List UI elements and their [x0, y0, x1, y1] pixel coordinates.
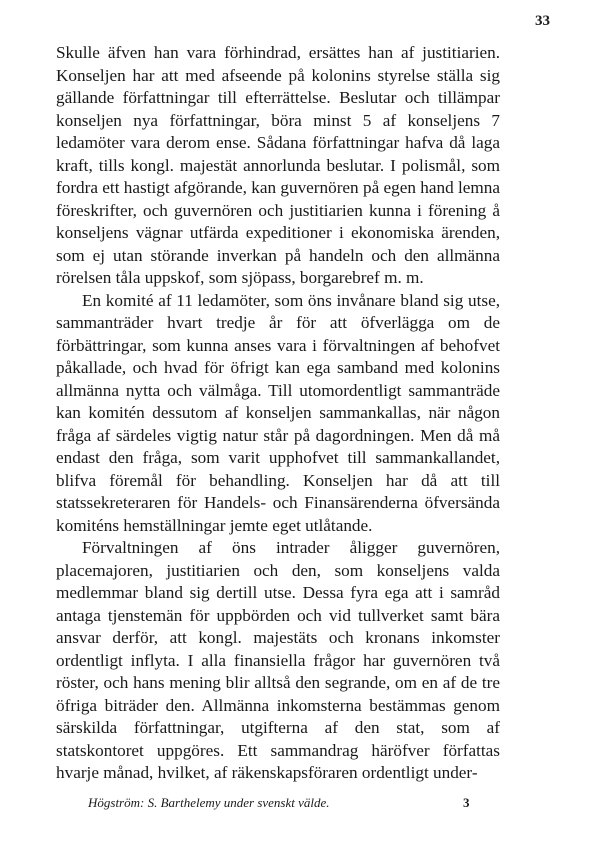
page-number: 33 — [535, 13, 550, 29]
body-text — [56, 42, 500, 785]
running-footer: Högström: S. Barthelemy under svenskt välde. — [88, 795, 330, 810]
signature-mark: 3 — [463, 795, 470, 810]
paragraph: Förvaltningen af öns intrader åligger guvernören, placemajoren, justitiarien och den, som konseljens valda medlemmar bland sig dertill utse. Dessa fyra ega att i samråd antaga tjenstemän för uppbörden och vid tullverket samt bära ansvar derför, att kongl. majestäts och kronans inkomster ordentligt inflyta. I alla finansiella frågor har guvernören två röster, och hans mening blir alltså den segrande, om en af de tre öfriga biträder den. Allmänna inkomsterna bestämmas genom särskilda författningar, utgifterna af den stat, som af statskontoret uppgöres. Ett sammandrag häröfver författas hvarje månad, hvilket, af räkenskapsföraren ordentligt under- — [56, 538, 500, 782]
paragraph: Skulle äfven han vara förhindrad, ersättes han af justitiarien. Konseljen har att med afseende på kolonins styrelse ställa sig gällande författningar till efterrättelse. Beslutar och tillämpar konseljen nya författningar, böra minst 5 af konseljens 7 ledamöter vara derom ense. Sådana författningar hafva då laga kraft, tills kongl. majestät annorlunda beslutar. I polismål, som fordra ett hastigt afgörande, kan guvernören på egen hand lemna föreskrifter, och guvernören och justitiarien kunna i förening å konseljens vägnar utfärda expeditioner i ekonomiska ärenden, som ej utan störande inverkan på handeln och den allmänna rörelsen tåla uppskof, som sjöpass, borgarebref m. m. — [56, 43, 500, 287]
paragraph: En komité af 11 ledamöter, som öns invånare bland sig utse, sammanträder hvart tredje år för att öfverlägga om de förbättringar, som kunna anses vara i förvaltningen af behofvet påkallade, och hvad för öfrigt kan ega samband med kolonins allmänna nytta och välmåga. Till utomordentligt sammanträde kan komitén dessutom af konseljen sammankallas, när någon fråga af särdeles vigtig natur står på dagordningen. Men då må endast den fråga, som varit upphofvet till sammankallandet, blifva föremål för behandling. Konseljen har då att till statssekreteraren för Handels- och Finansärenderna öfversända komiténs hemställningar jemte eget utlåtande. — [56, 290, 500, 535]
